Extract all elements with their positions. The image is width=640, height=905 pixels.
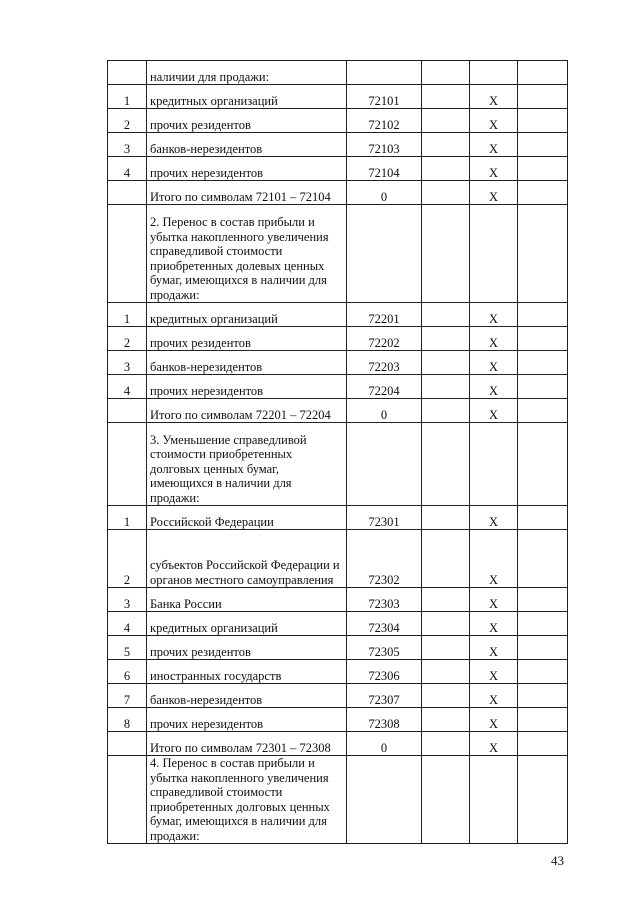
row-number-cell: [108, 61, 147, 85]
empty-cell: [518, 732, 568, 756]
row-label-cell: прочих резидентов: [147, 636, 347, 660]
row-number-cell: [108, 756, 147, 844]
row-label-cell: прочих резидентов: [147, 327, 347, 351]
row-number-cell: [108, 205, 147, 303]
row-label-cell: кредитных организаций: [147, 303, 347, 327]
symbol-code-cell: 72201: [347, 303, 422, 327]
x-mark-cell: X: [470, 181, 518, 205]
x-mark-cell: X: [470, 732, 518, 756]
empty-cell: [518, 660, 568, 684]
empty-cell: [422, 133, 470, 157]
row-number-cell: 4: [108, 375, 147, 399]
empty-cell: [422, 732, 470, 756]
x-mark-cell: [470, 423, 518, 506]
row-label-cell: Российской Федерации: [147, 506, 347, 530]
symbol-code-cell: 72301: [347, 506, 422, 530]
row-label-cell: Банка России: [147, 588, 347, 612]
empty-cell: [422, 684, 470, 708]
total-label-cell: Итого по символам 72301 – 72308: [147, 732, 347, 756]
symbol-code-cell: 72101: [347, 85, 422, 109]
symbol-code-cell: 72308: [347, 708, 422, 732]
table-row: [108, 588, 568, 612]
row-number-cell: 2: [108, 109, 147, 133]
empty-cell: [422, 399, 470, 423]
row-label-cell: кредитных организаций: [147, 612, 347, 636]
row-label-cell: банков-нерезидентов: [147, 351, 347, 375]
symbol-code-cell: 72304: [347, 612, 422, 636]
empty-cell: [422, 588, 470, 612]
symbol-code-cell: 72203: [347, 351, 422, 375]
x-mark-cell: X: [470, 399, 518, 423]
x-mark-cell: X: [470, 612, 518, 636]
total-row: [108, 732, 568, 756]
row-label-cell: прочих резидентов: [147, 109, 347, 133]
x-mark-cell: X: [470, 327, 518, 351]
row-number-cell: 1: [108, 506, 147, 530]
section-title-cell: 2. Перенос в состав прибыли и убытка накопленного увеличения справедливой стоимости приобретенных долевых ценных бумаг, имеющихся в наличии для продажи:: [147, 205, 347, 303]
row-number-cell: 2: [108, 327, 147, 351]
row-number-cell: 1: [108, 85, 147, 109]
x-mark-cell: X: [470, 660, 518, 684]
empty-cell: [518, 684, 568, 708]
table-row: [108, 708, 568, 732]
table-row: [108, 684, 568, 708]
symbol-code-cell: 0: [347, 399, 422, 423]
empty-cell: [422, 327, 470, 351]
row-number-cell: [108, 732, 147, 756]
section-title-cell: наличии для продажи:: [147, 61, 347, 85]
x-mark-cell: [470, 756, 518, 844]
empty-cell: [422, 157, 470, 181]
row-number-cell: 7: [108, 684, 147, 708]
table-row: [108, 133, 568, 157]
x-mark-cell: X: [470, 303, 518, 327]
symbol-code-cell: 72202: [347, 327, 422, 351]
symbol-code-cell: 72103: [347, 133, 422, 157]
row-number-cell: 3: [108, 133, 147, 157]
empty-cell: [422, 375, 470, 399]
x-mark-cell: X: [470, 133, 518, 157]
empty-cell: [422, 205, 470, 303]
row-number-cell: 3: [108, 588, 147, 612]
row-label-cell: субъектов Российской Федерации и органов местного самоуправления: [147, 530, 347, 588]
row-label-cell: банков-нерезидентов: [147, 684, 347, 708]
row-number-cell: 2: [108, 530, 147, 588]
row-label-cell: прочих нерезидентов: [147, 157, 347, 181]
row-label-cell: прочих нерезидентов: [147, 708, 347, 732]
page-number: 43: [551, 853, 564, 868]
section-title-row: [108, 205, 568, 303]
total-row: [108, 181, 568, 205]
x-mark-cell: [470, 61, 518, 85]
table-row: [108, 636, 568, 660]
row-number-cell: 5: [108, 636, 147, 660]
report-table: [107, 60, 568, 844]
x-mark-cell: X: [470, 636, 518, 660]
row-label-cell: банков-нерезидентов: [147, 133, 347, 157]
empty-cell: [422, 423, 470, 506]
empty-cell: [422, 636, 470, 660]
empty-cell: [422, 708, 470, 732]
row-label-cell: иностранных государств: [147, 660, 347, 684]
total-row: [108, 399, 568, 423]
symbol-code-cell: 72302: [347, 530, 422, 588]
empty-cell: [422, 530, 470, 588]
empty-cell: [422, 506, 470, 530]
x-mark-cell: X: [470, 375, 518, 399]
x-mark-cell: X: [470, 506, 518, 530]
x-mark-cell: X: [470, 109, 518, 133]
symbol-code-cell: [347, 205, 422, 303]
empty-cell: [422, 351, 470, 375]
symbol-code-cell: 72204: [347, 375, 422, 399]
empty-cell: [518, 157, 568, 181]
table-row: [108, 612, 568, 636]
empty-cell: [518, 351, 568, 375]
empty-cell: [422, 61, 470, 85]
section-title-row: [108, 756, 568, 844]
total-label-cell: Итого по символам 72201 – 72204: [147, 399, 347, 423]
table-row: [108, 351, 568, 375]
empty-cell: [518, 612, 568, 636]
row-number-cell: 1: [108, 303, 147, 327]
x-mark-cell: [470, 205, 518, 303]
x-mark-cell: X: [470, 708, 518, 732]
x-mark-cell: X: [470, 157, 518, 181]
symbol-code-cell: 72104: [347, 157, 422, 181]
empty-cell: [422, 85, 470, 109]
symbol-code-cell: 72303: [347, 588, 422, 612]
x-mark-cell: X: [470, 351, 518, 375]
table-row: [108, 530, 568, 588]
empty-cell: [518, 756, 568, 844]
empty-cell: [422, 109, 470, 133]
total-label-cell: Итого по символам 72101 – 72104: [147, 181, 347, 205]
row-number-cell: 4: [108, 612, 147, 636]
row-label-cell: прочих нерезидентов: [147, 375, 347, 399]
symbol-code-cell: 72307: [347, 684, 422, 708]
table-row: [108, 327, 568, 351]
row-number-cell: [108, 423, 147, 506]
empty-cell: [422, 303, 470, 327]
symbol-code-cell: 72306: [347, 660, 422, 684]
empty-cell: [422, 756, 470, 844]
row-number-cell: 4: [108, 157, 147, 181]
x-mark-cell: X: [470, 588, 518, 612]
row-number-cell: 6: [108, 660, 147, 684]
row-number-cell: 8: [108, 708, 147, 732]
table-row: [108, 109, 568, 133]
table-row: [108, 375, 568, 399]
row-number-cell: [108, 181, 147, 205]
symbol-code-cell: [347, 756, 422, 844]
table-row: [108, 660, 568, 684]
symbol-code-cell: 0: [347, 732, 422, 756]
empty-cell: [518, 530, 568, 588]
section-title-cell: 4. Перенос в состав прибыли и убытка накопленного увеличения справедливой стоимости приобретенных долговых ценных бумаг, имеющихся в наличии для продажи:: [147, 756, 347, 844]
symbol-code-cell: 72102: [347, 109, 422, 133]
empty-cell: [518, 375, 568, 399]
table-row: [108, 85, 568, 109]
symbol-code-cell: 72305: [347, 636, 422, 660]
empty-cell: [422, 612, 470, 636]
section-title-cell: 3. Уменьшение справедливой стоимости приобретенных долговых ценных бумаг, имеющихся в наличии для продажи:: [147, 423, 347, 506]
section-title-row: [108, 423, 568, 506]
empty-cell: [518, 708, 568, 732]
symbol-code-cell: [347, 423, 422, 506]
x-mark-cell: X: [470, 530, 518, 588]
empty-cell: [518, 636, 568, 660]
empty-cell: [518, 181, 568, 205]
symbol-code-cell: [347, 61, 422, 85]
empty-cell: [518, 85, 568, 109]
empty-cell: [518, 327, 568, 351]
empty-cell: [518, 399, 568, 423]
table-row: [108, 303, 568, 327]
row-number-cell: 3: [108, 351, 147, 375]
empty-cell: [518, 423, 568, 506]
empty-cell: [518, 133, 568, 157]
empty-cell: [422, 660, 470, 684]
report-table-body: [108, 61, 568, 844]
empty-cell: [518, 205, 568, 303]
empty-cell: [518, 506, 568, 530]
x-mark-cell: X: [470, 85, 518, 109]
row-label-cell: кредитных организаций: [147, 85, 347, 109]
section-title-row: [108, 61, 568, 85]
symbol-code-cell: 0: [347, 181, 422, 205]
x-mark-cell: X: [470, 684, 518, 708]
table-row: [108, 157, 568, 181]
empty-cell: [518, 61, 568, 85]
empty-cell: [518, 109, 568, 133]
empty-cell: [518, 303, 568, 327]
table-row: [108, 506, 568, 530]
empty-cell: [518, 588, 568, 612]
row-number-cell: [108, 399, 147, 423]
empty-cell: [422, 181, 470, 205]
